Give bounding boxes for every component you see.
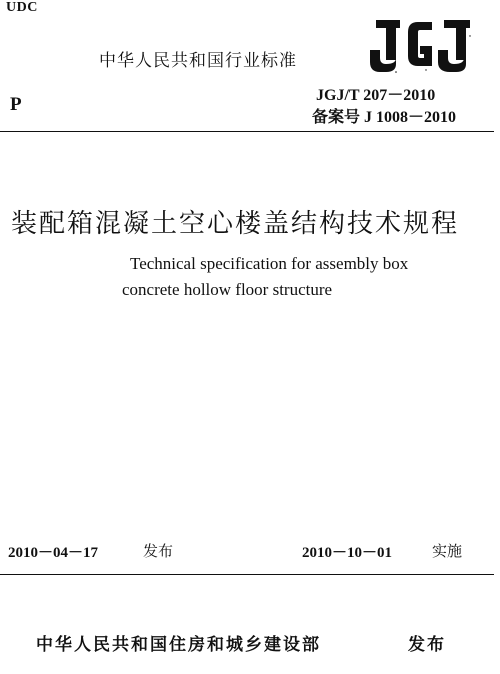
- issue-date: 2010－04－17: [8, 545, 99, 561]
- document-title-english-line1: Technical specification for assembly box: [130, 254, 409, 273]
- header-divider: [0, 131, 494, 132]
- standard-type: 中华人民共和国行业标准: [99, 51, 297, 71]
- category-code: P: [10, 94, 22, 115]
- footer-divider: [0, 574, 494, 575]
- jgj-logo-icon: [366, 14, 478, 74]
- issue-label: 发布: [143, 542, 174, 560]
- publish-label: 发布: [408, 635, 446, 655]
- publisher-name: 中华人民共和国住房和城乡建设部: [36, 635, 321, 655]
- implementation-label: 实施: [432, 542, 463, 560]
- record-number: 备案号 J 1008－2010: [312, 109, 457, 126]
- udc-label: UDC: [6, 0, 38, 15]
- document-title-chinese: 装配箱混凝土空心楼盖结构技术规程: [11, 209, 460, 239]
- document-title-english-line2: concrete hollow floor structure: [122, 280, 333, 299]
- standard-code: JGJ/T 207－2010: [316, 87, 436, 104]
- implementation-date: 2010－10－01: [302, 545, 393, 561]
